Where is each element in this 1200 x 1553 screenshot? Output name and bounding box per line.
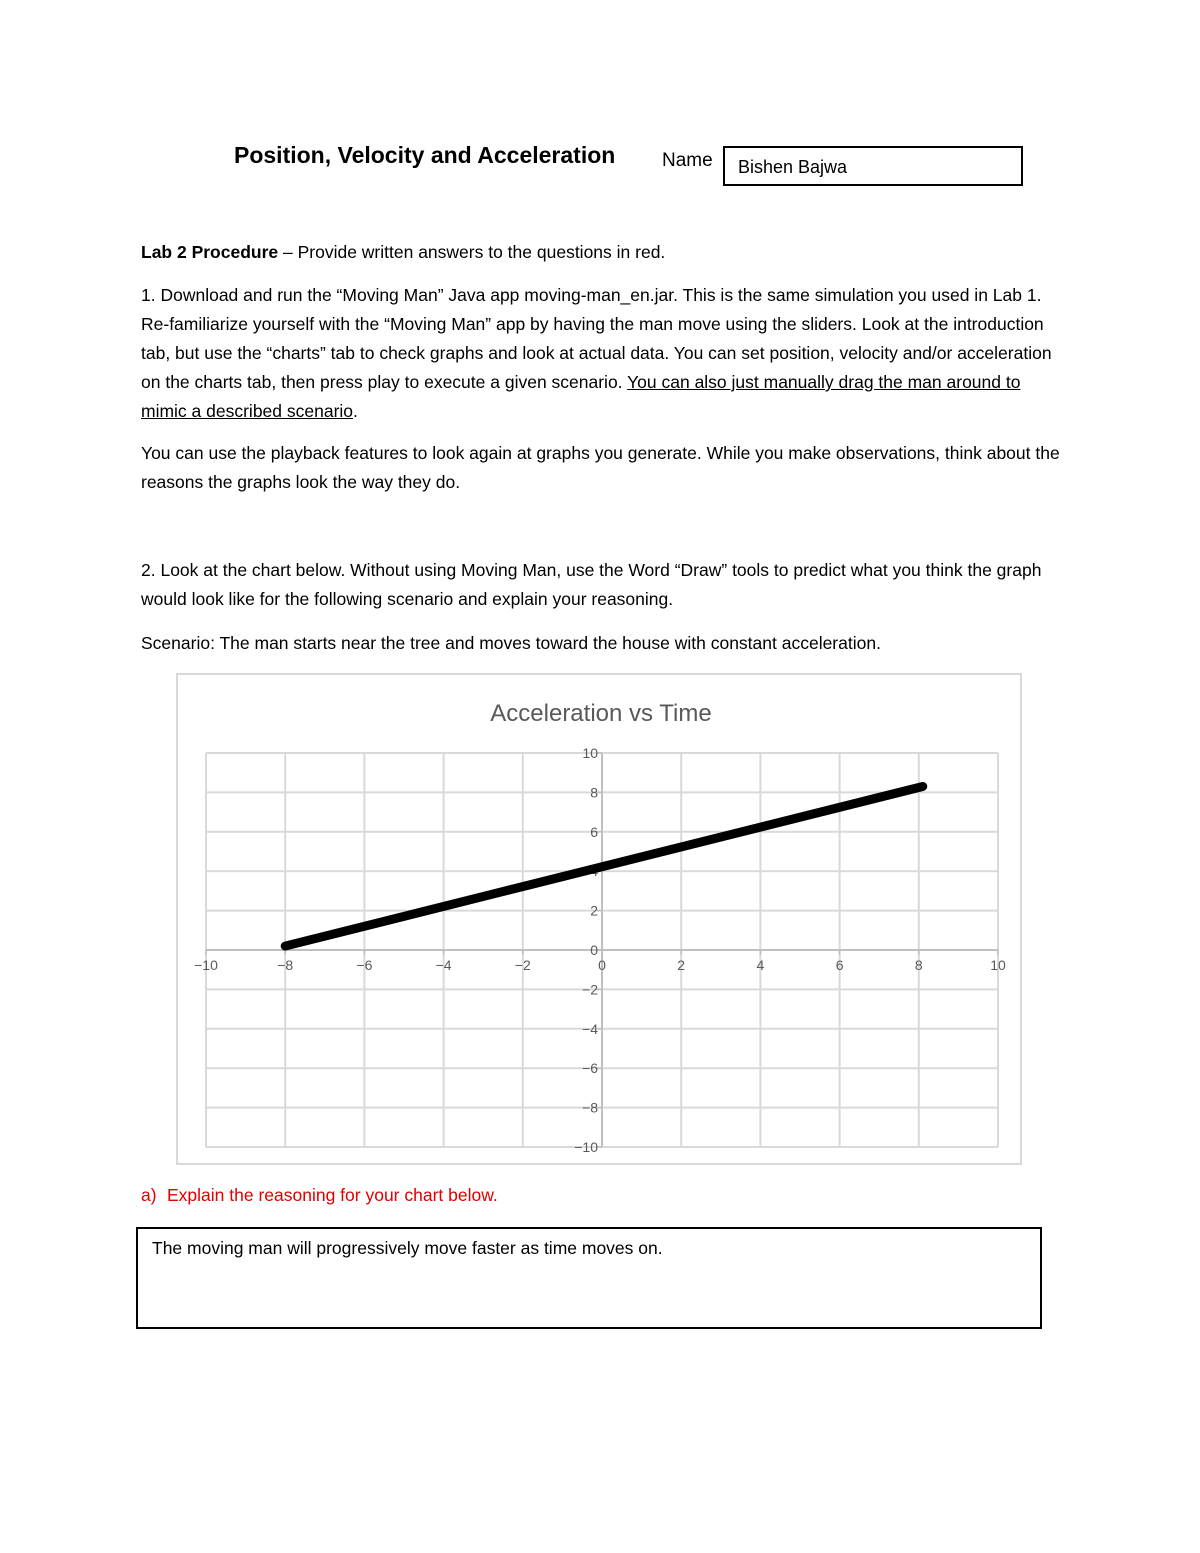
series-line[interactable] — [285, 786, 923, 946]
lab-heading: Lab 2 Procedure — [141, 242, 279, 262]
x-tick-label: 0 — [598, 957, 606, 973]
x-tick-label: 6 — [835, 957, 844, 973]
lab-instruction: – Provide written answers to the questions in red. — [278, 242, 666, 262]
y-tick-label: 2 — [590, 902, 598, 919]
y-tick-label: 8 — [590, 784, 598, 801]
x-tick-label: −6 — [356, 957, 373, 973]
chart-title: Acceleration vs Time — [490, 700, 712, 727]
question-a-letter: a) — [141, 1185, 157, 1205]
x-tick-label: −4 — [435, 957, 452, 973]
x-tick-label: −8 — [277, 957, 294, 973]
x-tick-label: 10 — [990, 957, 1006, 973]
acceleration-chart — [178, 675, 1020, 1163]
question-a-text: Explain the reasoning for your chart below. — [167, 1185, 498, 1205]
y-tick-label: −4 — [582, 1020, 598, 1037]
step-2-paragraph: 2. Look at the chart below. Without using Moving Man, use the Word “Draw” tools to predict what you think the graph would look like for the following scenario and explain your reasoning. — [141, 560, 1042, 609]
x-tick-label: 2 — [677, 957, 686, 973]
page-title: Position, Velocity and Acceleration — [234, 142, 616, 168]
y-tick-label: −8 — [582, 1099, 598, 1116]
scenario-text: Scenario: The man starts near the tree and moves toward the house with constant acceleration. — [141, 633, 881, 653]
y-tick-label: −2 — [582, 981, 598, 998]
step-1-end: . — [353, 401, 358, 421]
x-tick-label: 4 — [756, 957, 765, 973]
playback-paragraph: You can use the playback features to look again at graphs you generate. While you make observations, think about the reasons the graphs look the way they do. — [141, 443, 1060, 492]
x-tick-label: −2 — [514, 957, 531, 973]
name-label: Name — [662, 150, 713, 171]
x-tick-label: 8 — [914, 957, 923, 973]
y-tick-label: 6 — [590, 823, 598, 840]
y-tick-label: 0 — [590, 942, 598, 958]
step-1-paragraph — [141, 281, 1061, 426]
y-tick-label: −10 — [574, 1139, 598, 1155]
y-tick-label: 10 — [582, 745, 598, 761]
question-a — [141, 1185, 498, 1206]
x-tick-label: −10 — [194, 957, 218, 973]
answer-a-box[interactable]: The moving man will progressively move faster as time moves on. — [136, 1227, 1042, 1329]
name-field[interactable]: Bishen Bajwa — [723, 146, 1023, 186]
step-1-text: 1. Download and run the “Moving Man” Java app moving-man_en.jar. This is the same simulation you used in Lab 1. Re-familiarize yourself with the “Moving Man” app by having the man move using the sliders. Look at the introduction tab, but use the “charts” tab to check graphs and look at actual data. You can set position, velocity and/or acceleration on the charts tab, then press play to execute a given scenario. — [141, 285, 1052, 392]
y-tick-label: −6 — [582, 1060, 598, 1077]
y-tick-label: 4 — [590, 863, 598, 880]
step-1-underlined-text: You can also just manually drag the man around to mimic a described scenario — [141, 372, 1021, 421]
chart-frame[interactable] — [176, 673, 1022, 1165]
lab-procedure-line — [141, 238, 1061, 267]
